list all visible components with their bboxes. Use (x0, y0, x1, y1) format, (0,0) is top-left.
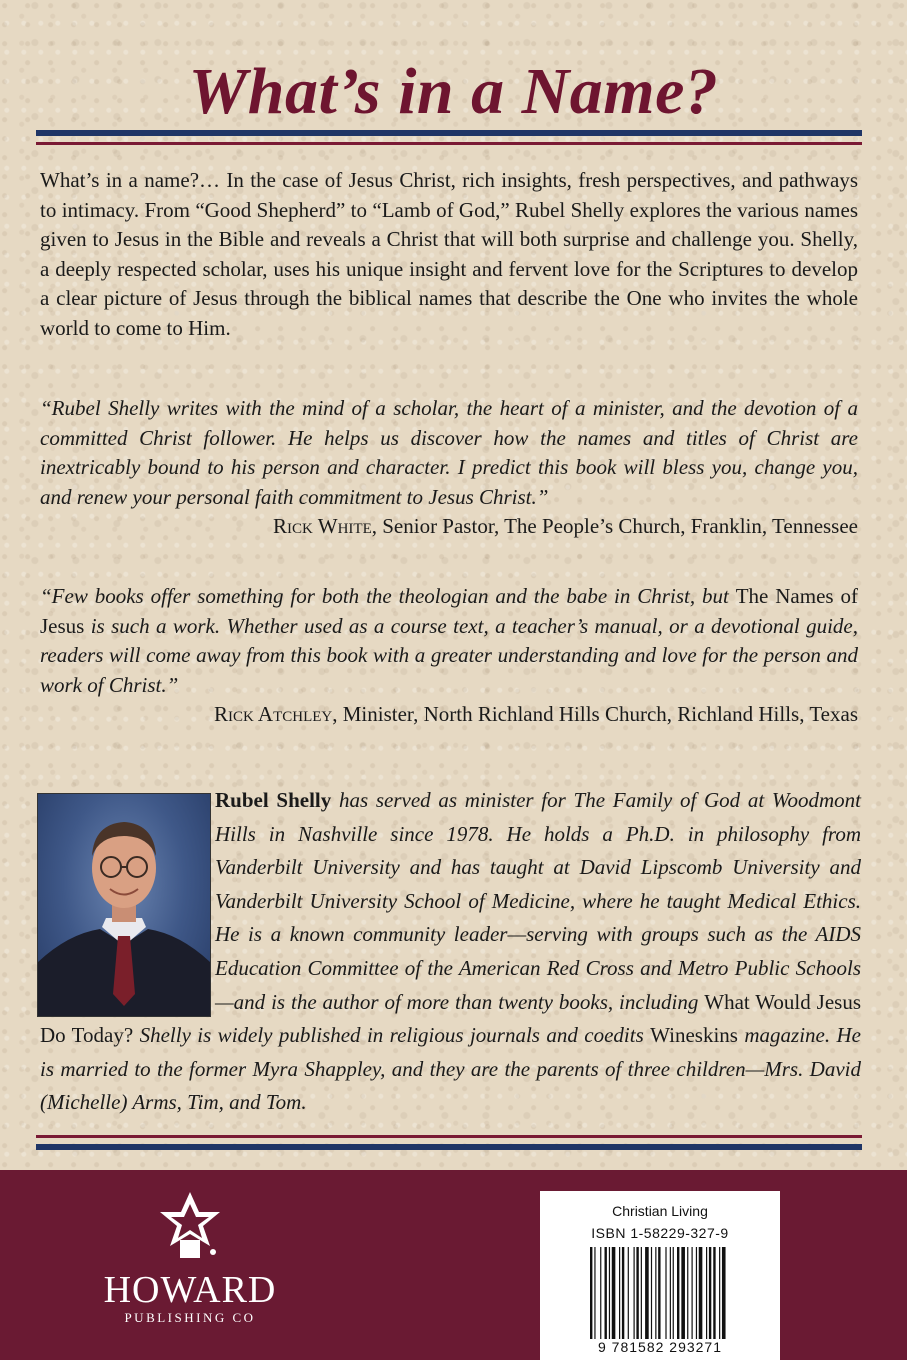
endorsement-2-author: Rick Atchley (213, 702, 333, 727)
endorsement-2-text: “Few books offer something for both the theologian and the babe in Christ, but The Names of Jesus is such a work. Whether used as a course text, a teacher’s manual, or a devotional guide, readers will come away from this book with a greater understanding and love for the person and work of Christ.” (40, 584, 858, 697)
publisher-name: HOWARD (103, 1269, 277, 1311)
endorsement-2-attribution (40, 700, 858, 730)
barcode-icon (590, 1247, 768, 1347)
endorsement-1 (40, 394, 858, 542)
endorsement-1-author: Rick White (273, 514, 372, 539)
endorsement-1-attribution (40, 512, 858, 542)
bottom-divider (36, 1135, 862, 1150)
endorsement-2-role: , Minister, North Richland Hills Church, Richland Hills, Texas (332, 702, 858, 727)
category-label: Christian Living (612, 1203, 708, 1219)
intro-paragraph: What’s in a name?… In the case of Jesus Christ, rich insights, fresh perspectives, and pathways to intimacy. From “Good Shepherd” to “Lamb of God,” Rubel Shelly explores the various names given to Jesus in the Bible and reveals a Christ that will both surprise and challenge you. Shelly, a deeply respected scholar, uses his unique insight and fervent love for the Scriptures to develop a clear picture of Jesus through the biblical names that describe the One who invites the whole world to come to Him. (40, 168, 858, 340)
bio-book-2: Wineskins (650, 1023, 738, 1048)
book-title-reference: The Names of Jesus (40, 584, 858, 638)
isbn-label: ISBN 1-58229-327-9 (591, 1225, 729, 1241)
top-divider (36, 130, 862, 145)
author-name: Rubel Shelly (215, 788, 332, 812)
publisher-subtitle: PUBLISHING CO (124, 1310, 256, 1325)
footer-band (0, 1170, 907, 1360)
barcode-label (540, 1191, 780, 1360)
barcode-digits: 9 781582 293271 (598, 1339, 722, 1355)
bio-book-1: What Would Jesus Do Today? (40, 989, 861, 1048)
author-bio: Rubel Shelly has served as minister for The Family of God at Woodmont Hills in Nashville since 1978. He holds a Ph.D. in philosophy from Vanderbilt University and has taught at David Lipscomb University and Vanderbilt University School of Medicine, where he taught Medical Ethics. He is a known community leader—serving with groups such as the AIDS Education Committee of the American Red Cross and Metro Public Schools—and is the author of more than twenty books, including What Would Jesus Do Today? Shelly is widely published in religious journals and coedits Wineskins magazine. He is married to the former Myra Shappley, and they are the parents of three children—Mrs. David (Michelle) Arms, Tim, and Tom. (40, 788, 861, 1115)
book-title: What’s in a Name? (188, 55, 719, 128)
publisher-logo (100, 1190, 280, 1340)
endorsement-2 (40, 582, 858, 730)
endorsement-1-role: , Senior Pastor, The People’s Church, Franklin, Tennessee (371, 514, 858, 539)
endorsement-1-text: “Rubel Shelly writes with the mind of a scholar, the heart of a minister, and the devotion of a committed Christ follower. He helps us discover how the names and titles of Christ are inextricably bound to his person and character. I predict this book will bless you, change you, and renew your personal faith commitment to Jesus Christ.” (40, 396, 858, 509)
star-house-icon (150, 1190, 230, 1270)
